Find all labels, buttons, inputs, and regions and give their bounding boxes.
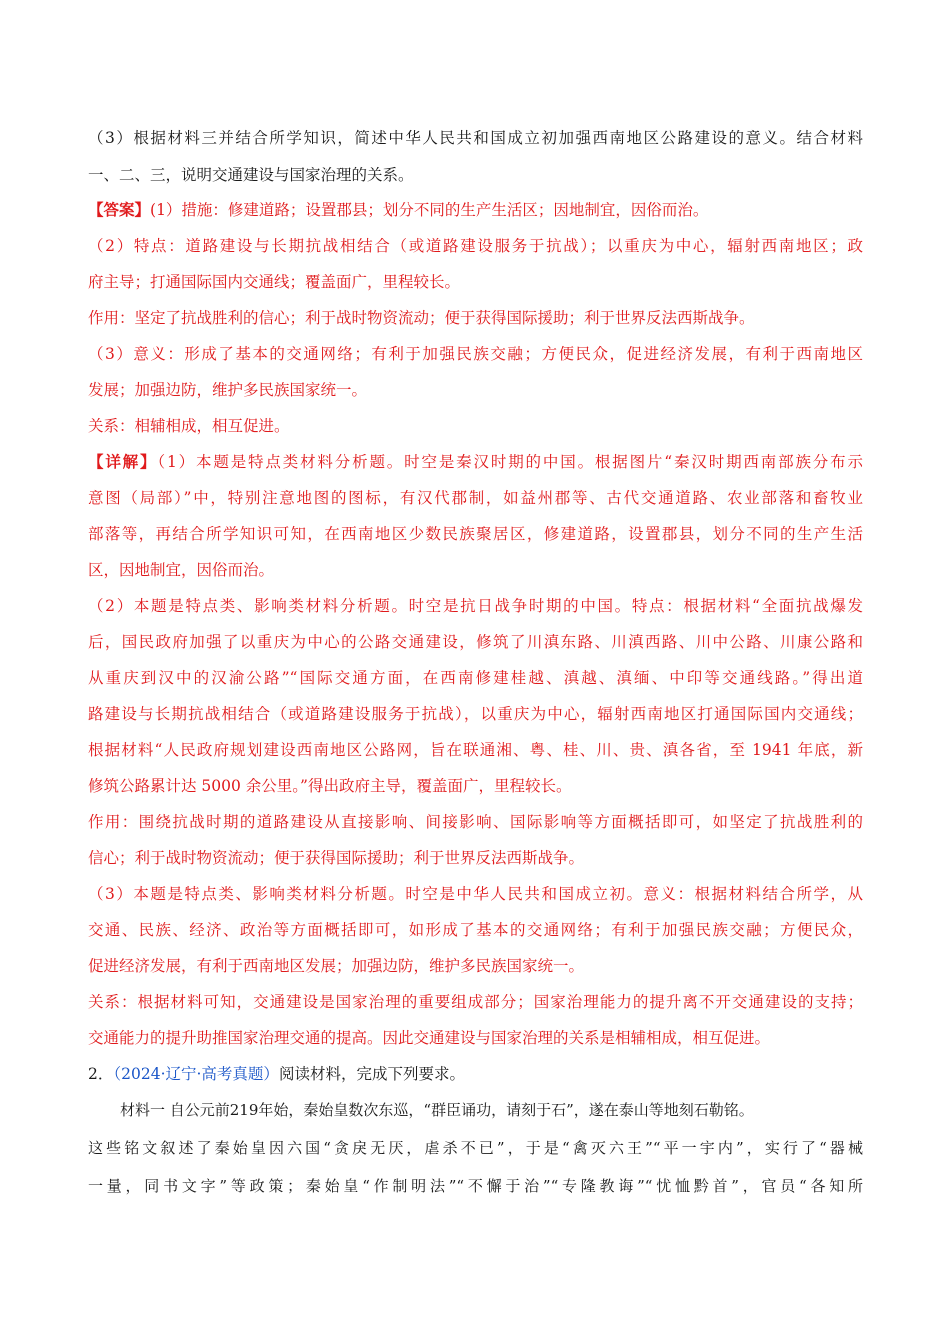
material1-line1: 材料一 自公元前219年始，秦始皇数次东巡，“群臣诵功，请刻于石”，遂在泰山等地刻石勒铭。 xyxy=(120,1101,754,1119)
detail-part1-line3: 部落等，再结合所学知识可知，在西南地区少数民族聚居区，修建道路，设置郡县，划分不同的生产生活 xyxy=(88,525,863,543)
question2-source: （2024·辽宁·高考真题） xyxy=(113,1065,279,1083)
detail-part3-line3: 促进经济发展，有利于西南地区发展；加强边防，维护多民族国家统一。 xyxy=(88,957,585,975)
answer-part3-relation: 关系：相辅相成，相互促进。 xyxy=(88,417,290,435)
detail-part2-line6: 修筑公路累计达 5000 余公里。”得出政府主导，覆盖面广，里程较长。 xyxy=(88,777,572,795)
detail-part3-line2: 交通、民族、经济、政治等方面概括即可，如形成了基本的交通网络；有利于加强民族交融；方便民众， xyxy=(88,921,863,939)
question3-line1: （3）根据材料三并结合所学知识，简述中华人民共和国成立初加强西南地区公路建设的意义。结合材料 xyxy=(88,129,863,147)
detail-part1-line1: （1）本题是特点类材料分析题。时空是秦汉时期的中国。根据图片“秦汉时期西南部族分布示 xyxy=(157,453,863,471)
detail-part2-line3: 从重庆到汉中的汉渝公路”“国际交通方面，在西南修建桂越、滇越、滇缅、中印等交通线路。”得出道 xyxy=(88,669,863,687)
detail-part3-line1: （3）本题是特点类、影响类材料分析题。时空是中华人民共和国成立初。意义：根据材料结合所学，从 xyxy=(88,885,863,903)
answer-part2-effect: 作用：坚定了抗战胜利的信心；利于战时物资流动；便于获得国际援助；利于世界反法西斯战争。 xyxy=(88,309,755,327)
question2-prompt: 阅读材料，完成下列要求。 xyxy=(278,1065,465,1083)
detail-part2-line5: 根据材料“人民政府规划建设西南地区公路网，旨在联通湘、粤、桂、川、贵、滇各省，至 1941 年底，新 xyxy=(88,741,863,759)
detail-tag: 【详解】 xyxy=(88,452,158,471)
detail-part1-line2: 意图（局部）”中，特别注意地图的图标，有汉代郡制，如益州郡等、古代交通道路、农业部落和畜牧业 xyxy=(88,489,863,507)
answer-part3-line1: （3）意义：形成了基本的交通网络；有利于加强民族交融；方便民众，促进经济发展，有利于西南地区 xyxy=(88,345,863,363)
detail-part1-line4: 区，因地制宜，因俗而治。 xyxy=(88,561,275,579)
material1-line3: 一量，同书文字”等政策；秦始皇“作制明法”“不懈于治”“专隆教诲”“忧恤黔首”，官员“各知所 xyxy=(88,1177,863,1195)
detail-part2-effect-line1: 作用：围绕抗战时期的道路建设从直接影响、间接影响、国际影响等方面概括即可，如坚定了抗战胜利的 xyxy=(88,813,863,831)
answer-part3-line2: 发展；加强边防，维护多民族国家统一。 xyxy=(88,381,368,399)
question3-line2: 一、二、三，说明交通建设与国家治理的关系。 xyxy=(88,166,414,184)
detail-part2-effect-line2: 信心；利于战时物资流动；便于获得国际援助；利于世界反法西斯战争。 xyxy=(88,849,585,867)
answer-part2-line1: （2）特点：道路建设与长期抗战相结合（或道路建设服务于抗战）；以重庆为中心，辐射西南地区；政 xyxy=(88,237,863,255)
detail-part3-relation-line2: 交通能力的提升助推国家治理交通的提高。因此交通建设与国家治理的关系是相辅相成，相互促进。 xyxy=(88,1029,771,1047)
detail-part2-line1: （2）本题是特点类、影响类材料分析题。时空是抗日战争时期的中国。特点：根据材料“全面抗战爆发 xyxy=(88,597,863,615)
question2-header xyxy=(88,1062,863,1086)
answer-tag: 【答案】 xyxy=(88,200,151,219)
detail-part2-line4: 路建设与长期抗战相结合（或道路建设服务于抗战），以重庆为中心，辐射西南地区打通国际国内交通线； xyxy=(88,705,863,723)
answer-line-1 xyxy=(88,198,863,222)
question2-number: 2． xyxy=(88,1065,114,1083)
detail-line-1 xyxy=(88,450,863,474)
detail-part2-line2: 后，国民政府加强了以重庆为中心的公路交通建设，修筑了川滇东路、川滇西路、川中公路、川康公路和 xyxy=(88,633,863,651)
answer-part2-line2: 府主导；打通国际国内交通线；覆盖面广，里程较长。 xyxy=(88,273,461,291)
material1-line2: 这些铭文叙述了秦始皇因六国“贪戾无厌，虐杀不已”，于是“禽灭六王”“平一宇内”，实行了“器械 xyxy=(88,1139,863,1157)
answer-part1: (1）措施：修建道路；设置郡县；划分不同的生产生活区；因地制宜，因俗而治。 xyxy=(150,201,709,219)
detail-part3-relation-line1: 关系：根据材料可知，交通建设是国家治理的重要组成部分；国家治理能力的提升离不开交通建设的支持； xyxy=(88,993,863,1011)
